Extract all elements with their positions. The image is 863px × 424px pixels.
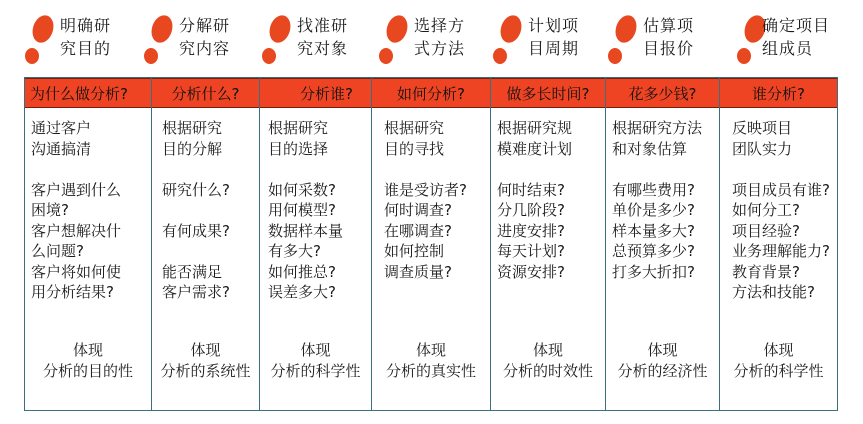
- step-header-6: [597, 0, 721, 76]
- footer-value: 分析的真实性: [385, 361, 476, 380]
- footprint-icon: [141, 14, 175, 66]
- column-footer: [606, 340, 719, 381]
- step-title: 计划项 目周期: [528, 16, 580, 58]
- footer-label: 体现: [72, 341, 103, 359]
- step-header-5: [482, 0, 606, 76]
- column-content: 根据研究方法 和对象估算 有哪些费用? 单价是多少? 样本量多大? 总预算多少? 打多大折扣?: [612, 119, 703, 281]
- footer-value: 分析的系统性: [160, 361, 251, 380]
- footer-value: 分析的时效性: [502, 361, 593, 380]
- step-title: 确定项目 组成员: [762, 16, 831, 58]
- column-footer: [25, 340, 151, 381]
- question-cell: 如何分析?: [397, 84, 465, 103]
- step-title: 明确研 究目的: [60, 16, 112, 58]
- footer-label: 体现: [300, 341, 331, 359]
- step-header-1: [14, 0, 138, 76]
- column-footer: [720, 340, 837, 381]
- footprint-icon: [605, 14, 639, 66]
- step-title: 估算项 目报价: [643, 16, 695, 58]
- question-cell: 分析谁?: [300, 84, 353, 103]
- column-content: 根据研究规 模难度计划 何时结束? 分几阶段? 进度安排? 每天计划? 资源安排?: [497, 119, 573, 281]
- footer-value: 分析的科学性: [270, 361, 361, 380]
- column-content: 根据研究 目的选择 如何采数? 用何模型? 数据样本量 有多大? 如何推总? 误差多大?: [268, 119, 344, 301]
- step-title: 找准研 究对象: [297, 16, 349, 58]
- footer-label: 体现: [763, 341, 794, 359]
- column-content: 通过客户 沟通搞清 客户遇到什么 困境? 客户想解决什 么问题? 客户将如何使 用分析结果?: [31, 119, 122, 301]
- footprint-icon: [22, 14, 56, 66]
- footer-label: 体现: [415, 341, 446, 359]
- footer-value: 分析的目的性: [42, 361, 133, 380]
- footprint-icon: [376, 14, 410, 66]
- footprint-icon: [259, 14, 293, 66]
- question-cell: 谁分析?: [752, 84, 805, 103]
- footprint-icon: [490, 14, 524, 66]
- column-content: 反映项目 团队实力 项目成员有谁? 如何分工? 项目经验? 业务理解能力? 教育背景? 方法和技能?: [732, 119, 830, 301]
- step-header-3: [251, 0, 375, 76]
- column-footer: [372, 340, 490, 381]
- footer-label: 体现: [647, 341, 678, 359]
- step-header-2: [133, 0, 257, 76]
- footer-label: 体现: [190, 341, 221, 359]
- step-header-7: [726, 0, 856, 76]
- step-title: 选择方 式方法: [414, 16, 466, 58]
- footer-value: 分析的科学性: [733, 361, 824, 380]
- column-footer: [491, 340, 605, 381]
- footer-value: 分析的经济性: [617, 361, 708, 380]
- question-cell: 为什么做分析?: [30, 84, 128, 103]
- question-cell: 分析什么?: [171, 84, 240, 103]
- column-content: 根据研究 目的分解 研究什么? 有何成果? 能否满足 客户需求?: [162, 119, 230, 301]
- column-content: 根据研究 目的寻找 谁是受访者? 何时调查? 在哪调查? 如何控制 调查质量?: [384, 119, 467, 281]
- column-footer: [260, 340, 371, 381]
- question-cell: 花多少钱?: [628, 84, 697, 103]
- column-footer: [152, 340, 259, 381]
- question-cell: 做多长时间?: [506, 84, 590, 103]
- step-title: 分解研 究内容: [179, 16, 231, 58]
- step-header-4: [368, 0, 492, 76]
- footer-label: 体现: [532, 341, 563, 359]
